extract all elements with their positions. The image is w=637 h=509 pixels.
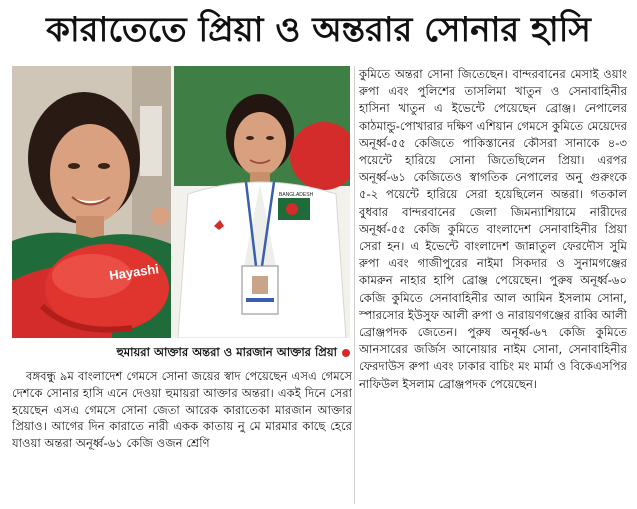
photo-collage	[12, 66, 350, 338]
column-divider	[354, 66, 355, 504]
photo-priya	[174, 66, 350, 338]
photo-caption	[12, 344, 350, 362]
caption-bullet-icon	[342, 349, 350, 357]
flag-badge-label: BANGLADESH	[279, 192, 314, 198]
headline: কারাতেতে প্রিয়া ও অন্তরার সোনার হাসি	[46, 9, 591, 50]
photo-priya-illustration	[174, 66, 350, 338]
glove-brand-logo: Hayashi	[108, 261, 160, 283]
article-body-right: কুমিতে অন্তরা সোনা জিতেছেন। বান্দরবানের মেসাই ওয়াং রুপা এবং পুলিশের তাসলিমা খাতুন ও সেনাবাহিনীর হাসিনা খাতুন এ ইভেন্টে পেয়েছেন ব্রোঞ্জ। নেপালের কাঠমান্ডু-পোখারার দক্ষিণ এশিয়ান গেমসে কুমিতে মেয়েদের অনূর্ধ্ব-৫৫ কেজিতে পাকিস্তানের কৌসরা সানাকে ৪-৩ পয়েন্টে হারিয়ে সোনা জিতেছিলেন প্রিয়া। এরপর অনূর্ধ্ব-৬১ কেজিতেও স্বাগতিক নেপালের অনু গুরুংকে ৫-২ পয়েন্টে হারিয়ে সেরা হয়েছিলেন অন্তরা। গতকাল বুধবার বান্দরবানের জেলা জিমন্যাশিয়ামে নারীদের অনূর্ধ্ব-৫৫ কেজি কুমিতে বাংলাদেশ সেনাবাহিনীর প্রিয়া সেরা হন। এ ইভেন্টে বাংলাদেশ জান্নাতুল ফেরদৌস সুমি রুপা এবং গাজীপুরের নাইমা সিকদার ও সুনামগঞ্জের কামরুন নাহার হাপি ব্রোঞ্জ পেয়েছেন। পুরুষ অনূর্ধ্ব-৬০ কেজি কুমিতে সেনাবাহিনীর আল আমিন ইসলাম সোনা, স্পারসোর ইউসুফ আলী রুপা ও নারায়ণগঞ্জের রাব্বি আলী ব্রোঞ্জপদক জেতেন। পুরুষ অনূর্ধ্ব-৬৭ কেজি কুমিতে আনসারের জর্জিস আনোয়ার নাইম সোনা, সেনাবাহিনীর ফেরদাউস রুপা এবং ঢাকার বাচিং মং মার্মা ও বিকেএসপির নাফিউল ইসলাম ব্রোঞ্জপদক পেয়েছেন।	[359, 67, 627, 391]
photo-antora	[12, 66, 171, 338]
article-body-left: বঙ্গবন্ধু ৯ম বাংলাদেশ গেমসে সোনা জয়ের স্বাদ পেয়েছেন এসএ গেমসে দেশকে সোনার হাসি এনে দেওয়া হুমায়রা আক্তার অন্তরা। একই দিনে সেরা হয়েছেন এসএ গেমসে সোনা জেতা আরেক কারাতেকা মারজান আক্তার প্রিয়াও। আগের দিন কারাতে নারী একক কাতায় নু মে মারমার কাছে হেরে যাওয়া অন্তরা অনূর্ধ্ব-৬১ কেজি ওজন শ্রেণি	[12, 369, 352, 451]
photo-caption-text: হুমায়রা আক্তার অন্তরা ও মারজান আক্তার প্রিয়া	[116, 344, 337, 359]
photo-antora-illustration	[12, 66, 171, 338]
